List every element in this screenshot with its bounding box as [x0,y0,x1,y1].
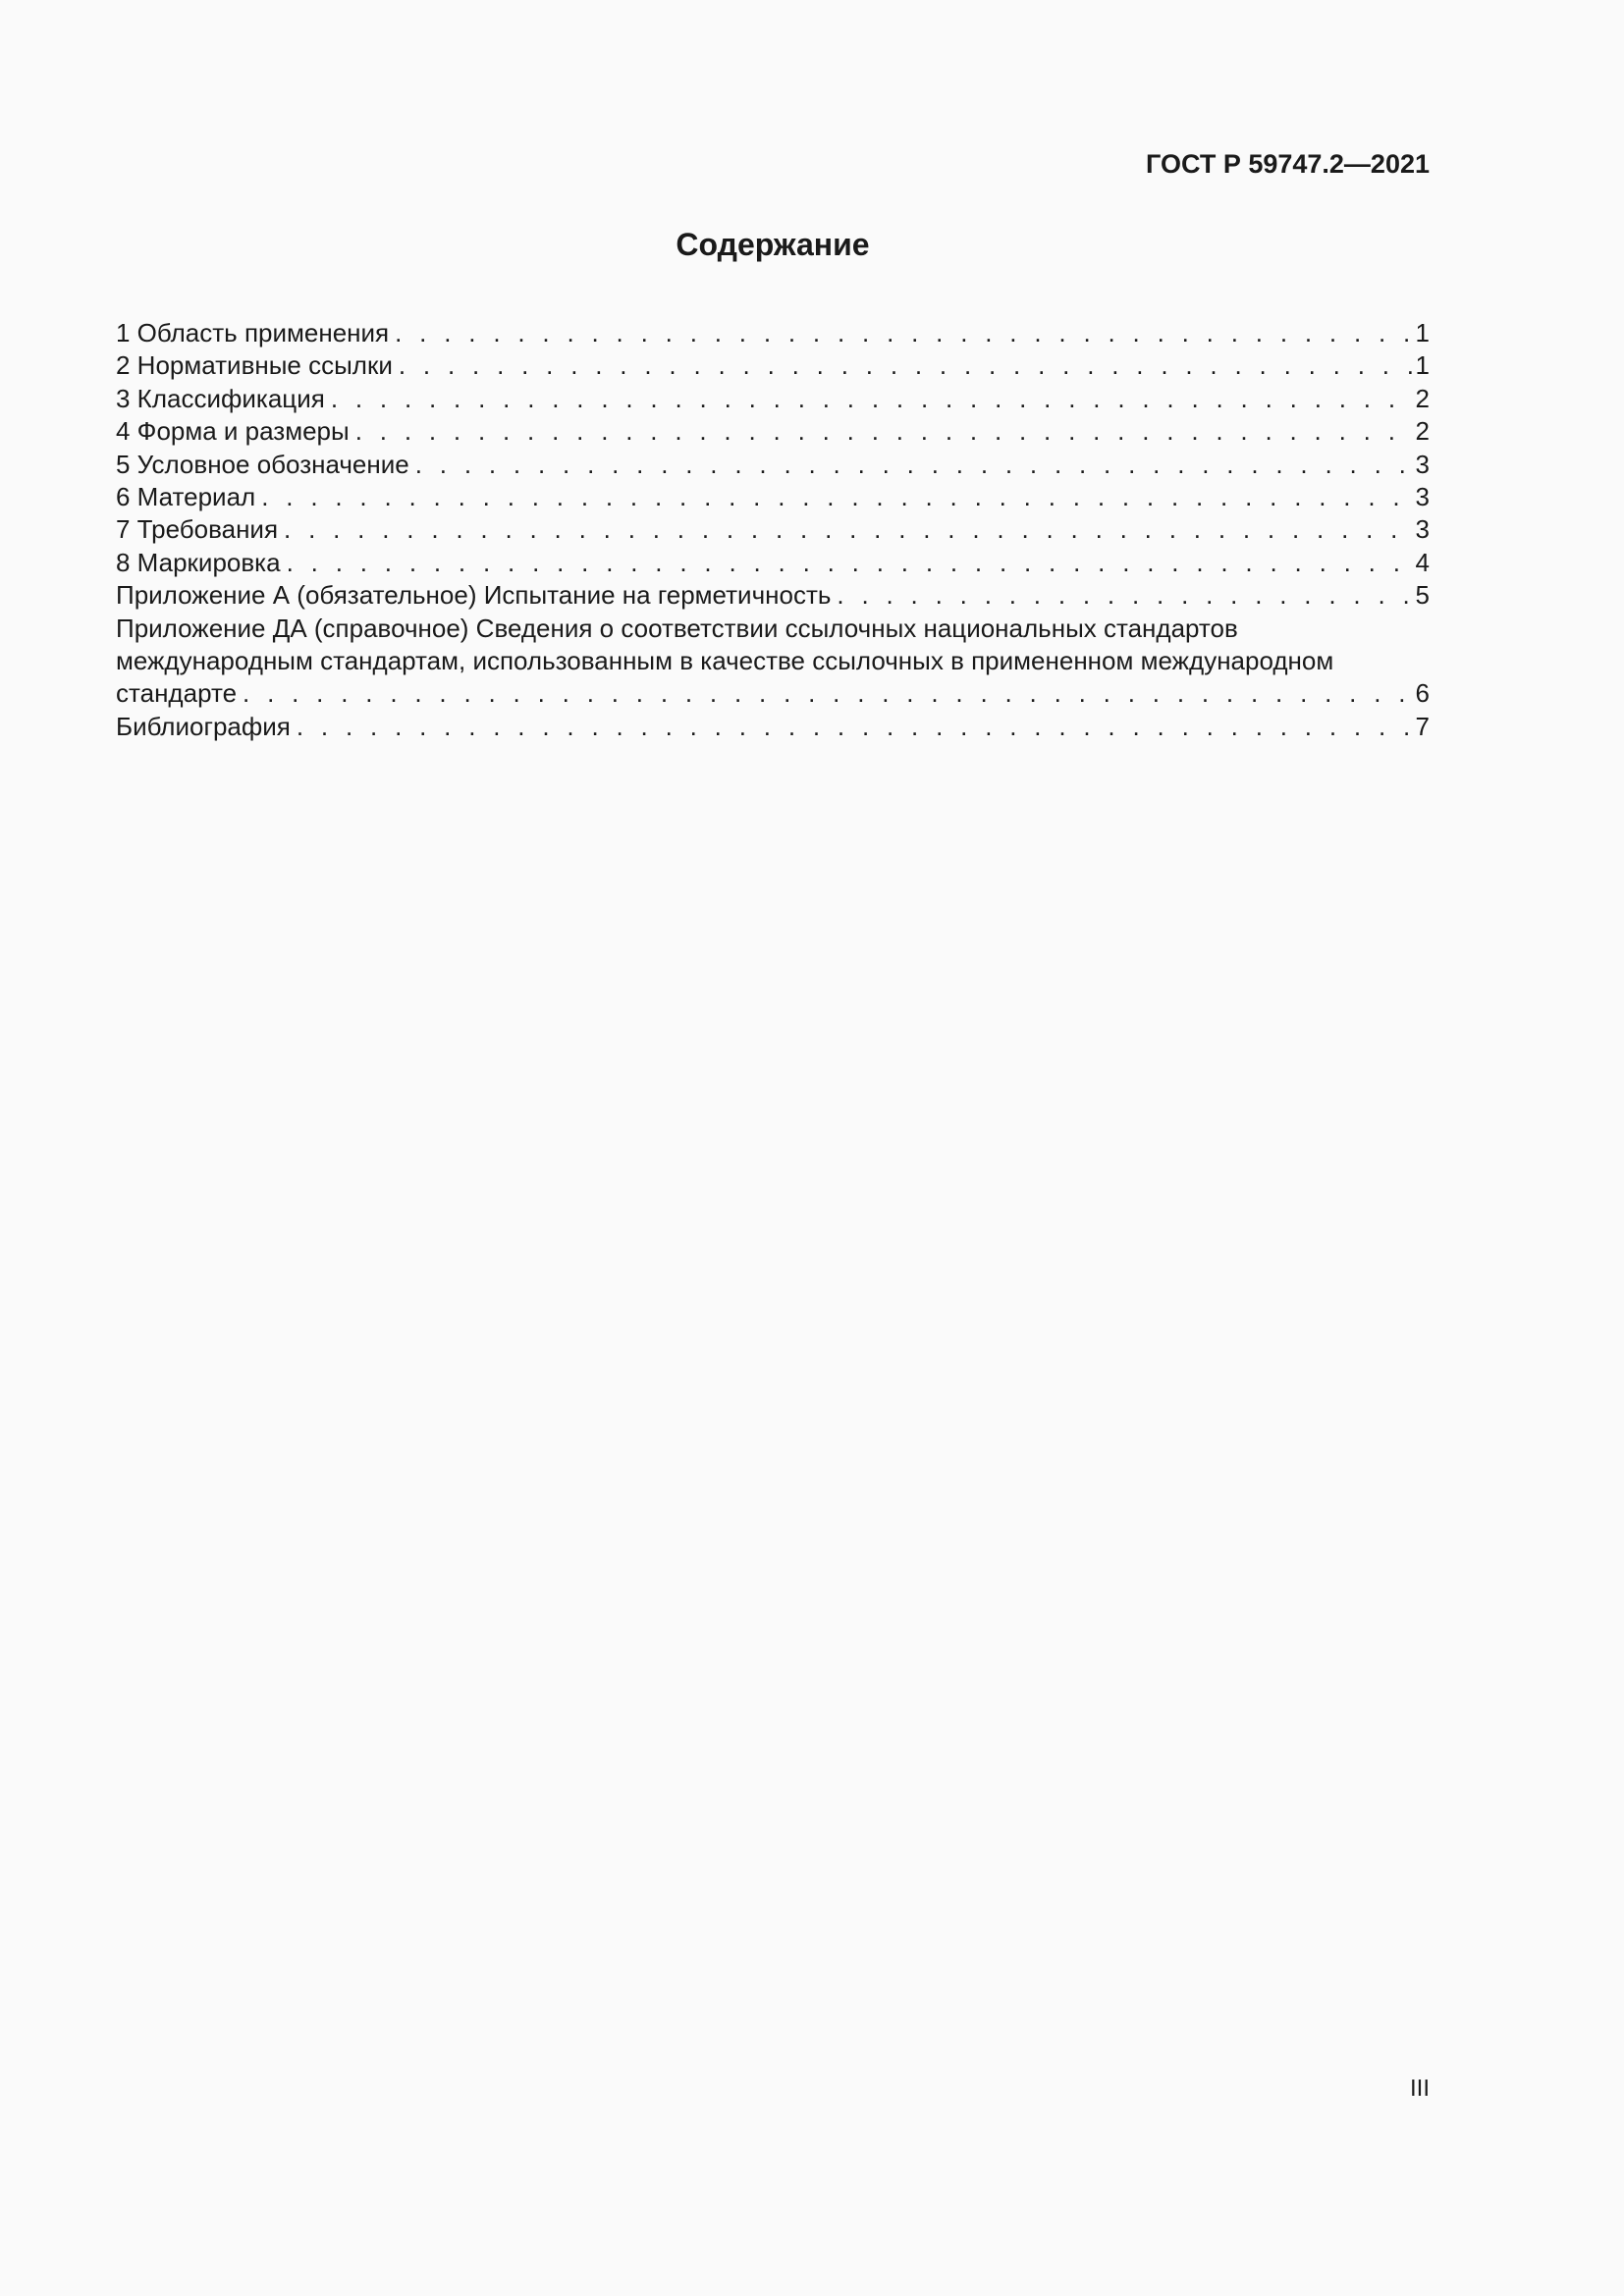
toc-page-number: 5 [1415,580,1430,611]
toc-entry-text: 1 Область применения [116,318,390,347]
toc-leader-dots [399,349,1412,382]
toc-leader-dots [415,449,1412,481]
toc-leader-dots [395,317,1411,349]
toc-page-number: 3 [1415,482,1430,512]
toc-entry-shape-and-dimensions[interactable] [116,415,1430,448]
toc-page-number: 2 [1415,416,1430,447]
toc-entry-requirements[interactable] [116,513,1430,546]
toc-leader-dots [837,579,1411,612]
toc-entry-text: 2 Нормативные ссылки [116,350,393,381]
toc-page-number: 3 [1415,449,1430,479]
toc-leader-dots [243,677,1412,710]
toc-entry-material[interactable] [116,481,1430,513]
toc-entry-text-line: Приложение ДА (справочное) Сведения о соответствии ссылочных национальных стандартов [116,613,1238,643]
toc-leader-dots [331,383,1412,415]
toc-entry-text: Приложение А (обязательное) Испытание на герметичность [116,580,832,611]
toc-page-number: 4 [1415,547,1430,577]
table-of-contents [116,317,1430,743]
toc-page-number: 6 [1415,678,1430,709]
toc-page-number: 3 [1415,514,1430,545]
toc-entry-text: 6 Материал [116,482,256,512]
toc-page-number: 7 [1415,711,1430,741]
toc-entry-text-line: международным стандартам, использованным в качестве ссылочных в примененном международном [116,646,1334,676]
toc-page-number: 1 [1415,350,1430,381]
toc-page-number: 1 [1415,318,1430,347]
contents-title: Содержание [676,227,870,262]
toc-entry-text: 3 Классификация [116,383,325,413]
toc-leader-dots [287,547,1412,579]
toc-leader-dots [261,481,1411,513]
toc-entry-normative-references[interactable] [116,349,1430,382]
toc-page-number: 2 [1415,383,1430,413]
toc-entry-annex-da[interactable] [116,613,1430,711]
toc-entry-designation[interactable] [116,449,1430,481]
toc-entry-text: 4 Форма и размеры [116,416,350,447]
toc-entry-text: стандарте [116,678,238,709]
toc-entry-annex-a[interactable] [116,579,1430,612]
toc-entry-text: 5 Условное обозначение [116,449,409,479]
toc-entry-text: 8 Маркировка [116,547,281,577]
toc-entry-marking[interactable] [116,547,1430,579]
toc-leader-dots [297,711,1412,743]
toc-leader-dots [284,513,1412,546]
toc-entry-classification[interactable] [116,383,1430,415]
toc-entry-scope[interactable] [116,317,1430,349]
toc-entry-text: 7 Требования [116,514,279,545]
toc-entry-last-line [116,677,1430,710]
toc-entry-text: Библиография [116,711,291,741]
document-code: ГОСТ Р 59747.2—2021 [1146,149,1430,179]
page-number: III [1409,2075,1430,2102]
toc-leader-dots [355,415,1412,448]
toc-entry-bibliography[interactable] [116,711,1430,743]
